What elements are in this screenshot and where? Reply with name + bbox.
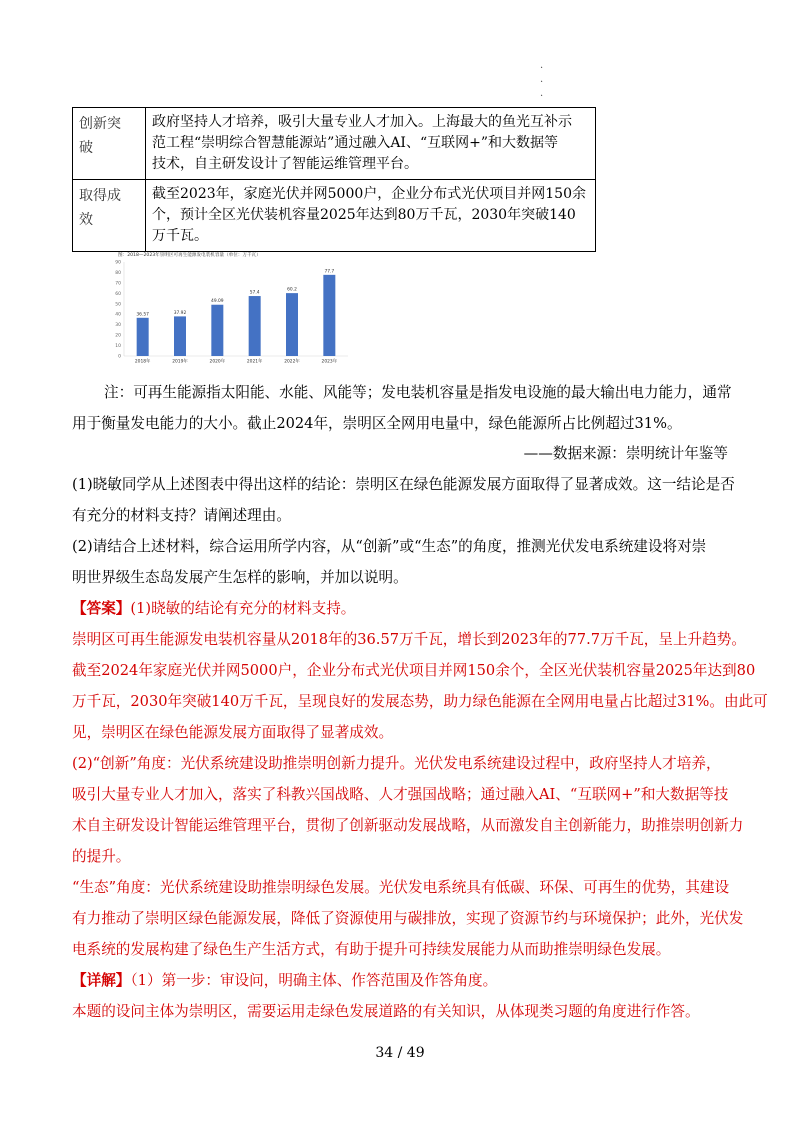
page-number: 34 / 49: [375, 1045, 425, 1061]
y-tick-label: 70: [115, 281, 121, 287]
question-2-line-2: 明世界级生态岛发展产生怎样的影响，并加以说明。: [72, 569, 408, 586]
answer-line: 吸引大量专业人才加入，落实了科教兴国战略、人才强国战略；通过融入AI、“互联网+”和大数据等技: [72, 786, 729, 803]
question-1-line-2: 有充分的材料支持？请阐述理由。: [72, 507, 291, 524]
detail-heading: [72, 971, 497, 991]
note-line-1: 注：可再生能源指太阳能、水能、风能等；发电装机容量是指发电设施的最大输出电力能力，通常: [104, 384, 732, 401]
y-tick-label: 80: [115, 270, 121, 276]
value-label: 60.2: [287, 287, 297, 293]
bar: [174, 316, 186, 356]
x-tick-label: 2023年: [321, 359, 338, 365]
x-tick-label: 2020年: [209, 359, 226, 365]
answer-line: (2)“创新”角度：光伏系统建设助推崇明创新力提升。光伏发电系统建设过程中，政府坚持人才培养，: [72, 755, 721, 772]
data-source: ——数据来源：崇明统计年鉴等: [523, 445, 728, 462]
y-tick-label: 40: [115, 312, 121, 318]
x-tick-label: 2018年: [134, 359, 151, 365]
chart-title: 图：2018—2023年崇明区可再生能源发电装机容量（单位：万千瓦）: [118, 253, 261, 258]
detail-line-2: 本题的设问主体为崇明区，需要运用走绿色发展道路的有关知识，从体现类习题的角度进行作答。: [72, 1003, 700, 1020]
value-label: 57.4: [249, 290, 260, 296]
question-2-line-1: (2)请结合上述材料，综合运用所学内容，从“创新”或“生态”的角度，推测光伏发电系统建设将对崇: [72, 538, 707, 555]
answer-line: 崇明区可再生能源发电装机容量从2018年的36.57万千瓦，增长到2023年的77.7万千瓦，呈上升趋势。: [72, 631, 746, 648]
y-tick-label: 60: [115, 291, 121, 297]
x-tick-label: 2022年: [284, 359, 300, 365]
answer-line: 有力推动了崇明区绿色能源发展，降低了资源使用与碳排放，实现了资源节约与环境保护；此外，光伏发: [72, 910, 744, 927]
bar: [323, 275, 335, 356]
detail-tag: 【详解】: [72, 972, 131, 989]
value-label: 36.57: [136, 312, 149, 318]
answer-line: 截至2024年家庭光伏并网5000户，企业分布式光伏项目并网150余个，全区光伏装机容量2025年达到80: [72, 662, 756, 679]
table-row: [73, 108, 596, 180]
info-table: [72, 107, 596, 252]
question-1-line-1: (1)晓敏同学从上述图表中得出这样的结论：崇明区在绿色能源发展方面取得了显著成效。这一结论是否: [72, 476, 735, 493]
row-content: 政府坚持人才培养，吸引大量专业人才加入。上海最大的鱼光互补示 范工程“崇明综合智慧能源站”通过融入AI、“互联网+”和大数据等 技术，自主研发设计了智能运维管理平台。: [146, 108, 596, 180]
chart-svg: [108, 250, 356, 370]
row-content: 截至2023年，家庭光伏并网5000户，企业分布式光伏项目并网150余 个，预计全区光伏装机容量2025年达到80万千瓦，2030年突破140 万千瓦。: [146, 180, 596, 252]
y-tick-label: 50: [115, 302, 121, 308]
answer-tag: 【答案】: [72, 600, 131, 617]
answer-line: 见，崇明区在绿色能源发展方面取得了显著成效。: [72, 724, 394, 741]
answer-line: 术自主研发设计智能运维管理平台，贯彻了创新驱动发展战略，从而激发自主创新能力，助推崇明创新力: [72, 817, 744, 834]
answer-heading: [72, 599, 355, 619]
table-row: [73, 180, 596, 252]
detail-first: （1）第一步：审设问，明确主体、作答范围及作答角度。: [130, 972, 498, 989]
answer-line: “生态”角度：光伏系统建设助推崇明绿色发展。光伏发电系统具有低碳、环保、可再生的优势，其建设: [72, 879, 730, 896]
note-line-2: 用于衡量发电能力的大小。截止2024年，崇明区全网用电量中，绿色能源所占比例超过31%。: [72, 415, 682, 432]
bar: [249, 296, 261, 356]
value-label: 37.92: [173, 310, 187, 316]
y-tick-label: 0: [118, 354, 121, 360]
x-tick-label: 2019年: [172, 359, 188, 365]
answer-line: 的提升。: [72, 848, 131, 865]
x-tick-label: 2021年: [246, 359, 263, 365]
answer-first: (1)晓敏的结论有充分的材料支持。: [130, 600, 356, 617]
bar: [211, 305, 223, 356]
bar: [137, 318, 149, 356]
bar: [286, 293, 298, 356]
row-label: 取得成 效: [73, 180, 146, 252]
capacity-bar-chart: [108, 250, 356, 370]
value-label: 77.7: [324, 269, 335, 275]
value-label: 49.09: [211, 299, 224, 305]
answer-line: 电系统的发展构建了绿色生产生活方式，有助于提升可持续发展能力从而助推崇明绿色发展。: [72, 941, 671, 958]
row-label: 创新突 破: [73, 108, 146, 180]
y-tick-label: 30: [115, 323, 121, 329]
y-tick-label: 10: [115, 344, 121, 350]
y-tick-label: 20: [115, 333, 121, 339]
answer-line: 万千瓦，2030年突破140万千瓦，呈现良好的发展态势，助力绿色能源在全网用电量占比超过31%。由此可: [72, 693, 768, 710]
y-tick-label: 90: [115, 260, 121, 266]
corner-dots: · · ·: [540, 63, 544, 102]
